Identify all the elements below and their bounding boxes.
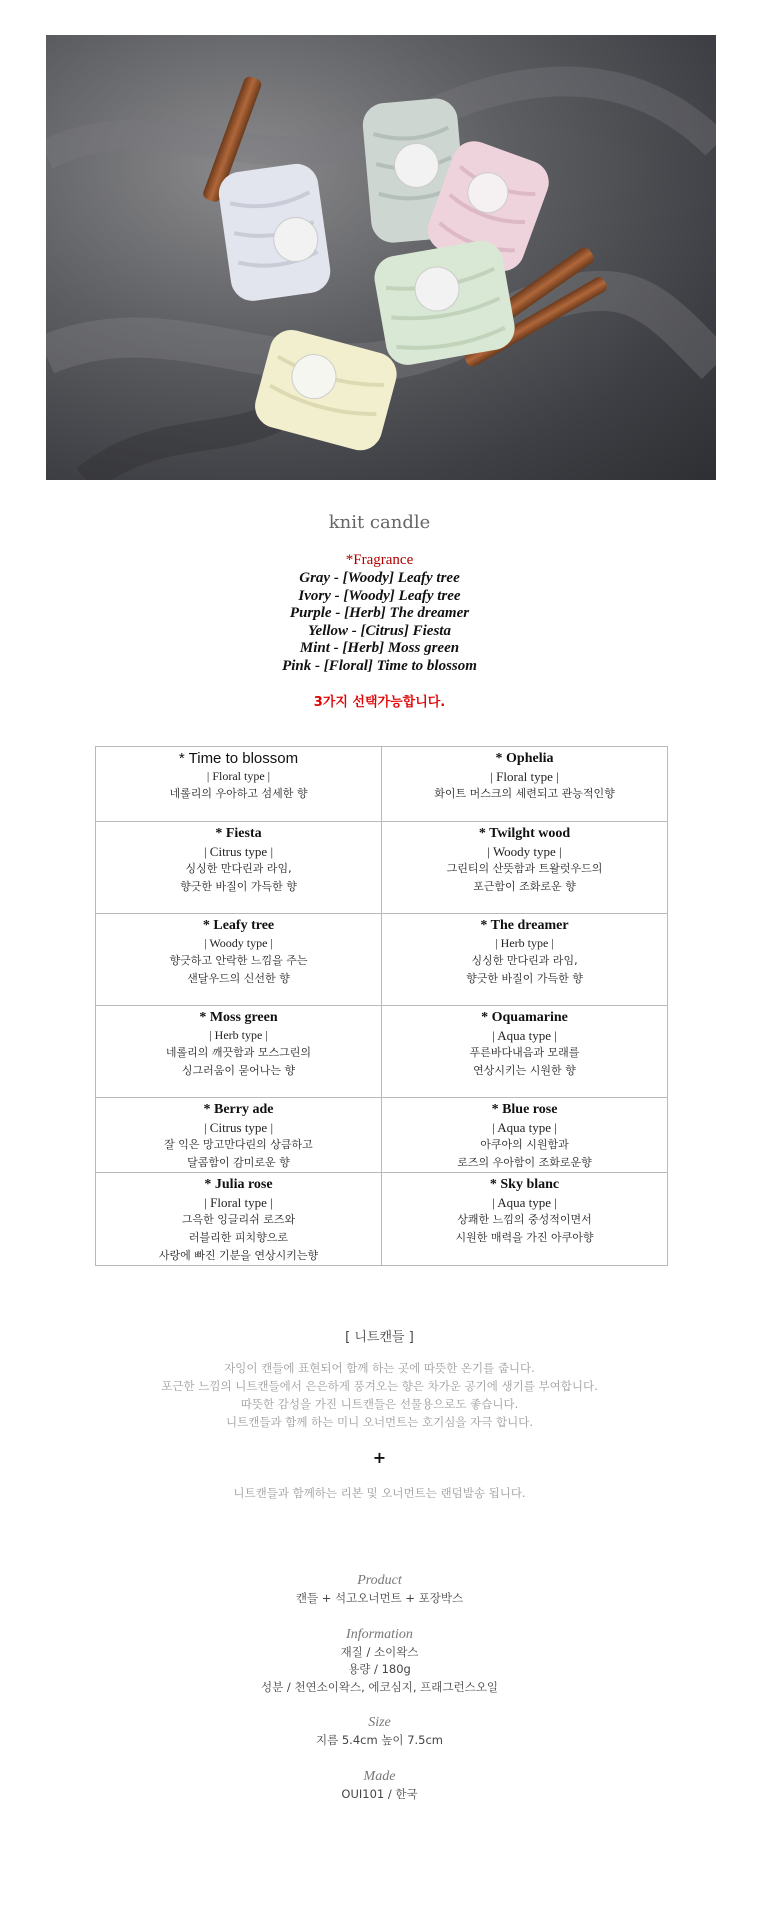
scent-desc: 네롤리의 우아하고 섬세한 향 xyxy=(169,787,308,800)
choice-note: 3가지 선택가능합니다. xyxy=(313,695,446,710)
scent-cell xyxy=(96,1098,382,1173)
scent-type: | Woody type | xyxy=(204,936,273,950)
info-group-made xyxy=(0,1768,759,1804)
scent-type: | Herb type | xyxy=(495,936,554,950)
scent-cell xyxy=(96,747,382,822)
scent-table xyxy=(95,746,668,1266)
table-row xyxy=(96,1098,668,1173)
plus-sign: + xyxy=(372,1448,387,1467)
scent-desc: 푸른바다내음과 모래를 xyxy=(469,1046,580,1059)
scent-cell xyxy=(96,1173,382,1266)
scent-name: * Time to blossom xyxy=(178,750,299,767)
fragrance-item: Purple - [Herb] The dreamer xyxy=(289,605,470,622)
scent-cell xyxy=(382,822,668,914)
info-group-size xyxy=(0,1714,759,1750)
scent-cell xyxy=(382,1006,668,1098)
info-value: 지름 5.4cm 높이 7.5cm xyxy=(315,1733,444,1747)
product-title: knit candle xyxy=(328,512,431,533)
scent-type: | Aqua type | xyxy=(492,1195,557,1210)
scent-type: | Floral type | xyxy=(206,769,271,783)
scent-desc: 포근함이 조화로운 향 xyxy=(473,880,576,893)
scent-desc: 아쿠아의 시원함과 xyxy=(480,1138,569,1151)
scent-cell xyxy=(382,914,668,1006)
scent-desc: 샌달우드의 신선한 향 xyxy=(187,972,290,985)
scent-type: | Aqua type | xyxy=(492,1120,557,1135)
scent-cell xyxy=(96,914,382,1006)
scent-desc: 달콤함이 감미로운 향 xyxy=(187,1156,290,1169)
product-info xyxy=(0,1572,759,1821)
scent-name: * Twilght wood xyxy=(478,826,571,841)
scent-name: * Blue rose xyxy=(491,1102,558,1117)
scent-type: | Citrus type | xyxy=(203,844,274,859)
table-row xyxy=(96,822,668,914)
scent-name: * Sky blanc xyxy=(489,1177,560,1192)
fragrance-item: Ivory - [Woody] Leafy tree xyxy=(298,587,461,604)
scent-type: | Citrus type | xyxy=(203,1120,274,1135)
info-group-product xyxy=(0,1572,759,1608)
scent-type: | Aqua type | xyxy=(492,1028,557,1043)
table-row xyxy=(96,914,668,1006)
scent-cell xyxy=(96,822,382,914)
info-value: 성분 / 천연소이왁스, 에코심지, 프래그런스오일 xyxy=(261,1679,498,1694)
info-value: OUI101 / 한국 xyxy=(341,1786,418,1801)
knit-line: 니트캔들과 함께 하는 미니 오너먼트는 호기심을 자극 합니다. xyxy=(226,1415,533,1429)
info-value: 재질 / 소이왁스 xyxy=(340,1644,419,1659)
product-photo xyxy=(46,35,716,480)
fragrance-item: Pink - [Floral] Time to blossom xyxy=(282,657,477,674)
fragrance-heading: *Fragrance xyxy=(345,552,414,568)
scent-name: * Berry ade xyxy=(203,1102,274,1117)
info-value: 용량 / 180g xyxy=(348,1662,411,1676)
knit-line: 따뜻한 감성을 가진 니트캔들은 선물용으로도 좋습니다. xyxy=(240,1397,519,1411)
scent-desc: 로즈의 우아함이 조화로운향 xyxy=(457,1156,592,1169)
scent-desc: 그윽한 잉글리쉬 로즈와 xyxy=(181,1213,296,1226)
scent-desc: 싱싱한 만다린과 라임, xyxy=(185,862,292,875)
scent-cell xyxy=(382,747,668,822)
knit-line: 자잉이 캔들에 표현되어 함께 하는 곳에 따뜻한 온기를 줍니다. xyxy=(224,1361,535,1375)
fragrance-item: Yellow - [Citrus] Fiesta xyxy=(308,622,451,639)
scent-desc: 상쾌한 느낌의 중성적이면서 xyxy=(457,1213,592,1226)
scent-cell xyxy=(382,1098,668,1173)
fragrance-item: Gray - [Woody] Leafy tree xyxy=(299,570,460,586)
scent-name: * Julia rose xyxy=(204,1177,273,1192)
ribbon-note: 니트캔들과 함께하는 리본 및 오너먼트는 랜덤발송 됩니다. xyxy=(233,1486,526,1500)
info-label: Made xyxy=(363,1768,396,1784)
info-value: 캔들 + 석고오너먼트 + 포장박스 xyxy=(295,1591,464,1605)
scent-type: | Floral type | xyxy=(490,769,559,784)
scent-desc: 싱싱한 만다린과 라임, xyxy=(471,954,578,967)
scent-desc: 사랑에 빠진 기분을 연상시키는향 xyxy=(158,1249,319,1262)
info-label: Product xyxy=(357,1573,402,1588)
scent-type: | Herb type | xyxy=(209,1028,268,1042)
scent-desc: 시원한 매력을 가진 아쿠아향 xyxy=(455,1231,594,1244)
scent-name: * Ophelia xyxy=(495,751,554,766)
scent-desc: 네롤리의 깨끗함과 모스그린의 xyxy=(165,1046,312,1059)
scent-type: | Floral type | xyxy=(204,1195,273,1210)
table-row xyxy=(96,747,668,822)
scent-name: * Leafy tree xyxy=(202,918,275,933)
scent-name: * The dreamer xyxy=(480,918,569,933)
scent-desc: 그린티의 산뜻함과 트왈럿우드의 xyxy=(446,862,603,875)
knit-line: 포근한 느낌의 니트캔들에서 은은하게 풍겨오는 향은 차가운 공기에 생기를 부여합니다. xyxy=(161,1379,598,1393)
info-label: Information xyxy=(346,1626,413,1642)
scent-desc: 싱그러움이 묻어나는 향 xyxy=(181,1064,296,1077)
scent-desc: 향긋하고 안락한 느낌을 주는 xyxy=(169,954,308,967)
info-group-information xyxy=(0,1626,759,1697)
scent-type: | Woody type | xyxy=(487,844,562,859)
scent-desc: 연상시키는 시원한 향 xyxy=(473,1064,576,1077)
scent-cell xyxy=(96,1006,382,1098)
scent-desc: 향긋한 바질이 가득한 향 xyxy=(180,880,297,893)
scent-desc: 잘 익은 망고만다린의 상큼하고 xyxy=(164,1138,313,1151)
fragrance-item: Mint - [Herb] Moss green xyxy=(299,640,460,657)
knit-section-body xyxy=(0,1359,759,1431)
scent-cell xyxy=(382,1173,668,1266)
fragrance-list xyxy=(0,570,759,676)
scent-desc: 화이트 머스크의 세련되고 관능적인향 xyxy=(434,787,615,800)
scent-desc: 향긋한 바질이 가득한 향 xyxy=(466,972,583,985)
scent-desc: 러블리한 피치향으로 xyxy=(188,1231,289,1244)
scent-name: * Fiesta xyxy=(215,826,262,841)
info-label: Size xyxy=(368,1715,391,1730)
scent-name: * Oquamarine xyxy=(481,1010,568,1025)
table-row xyxy=(96,1173,668,1266)
table-row xyxy=(96,1006,668,1098)
knit-section-heading: [ 니트캔들 ] xyxy=(345,1330,414,1345)
scent-name: * Moss green xyxy=(199,1010,278,1025)
